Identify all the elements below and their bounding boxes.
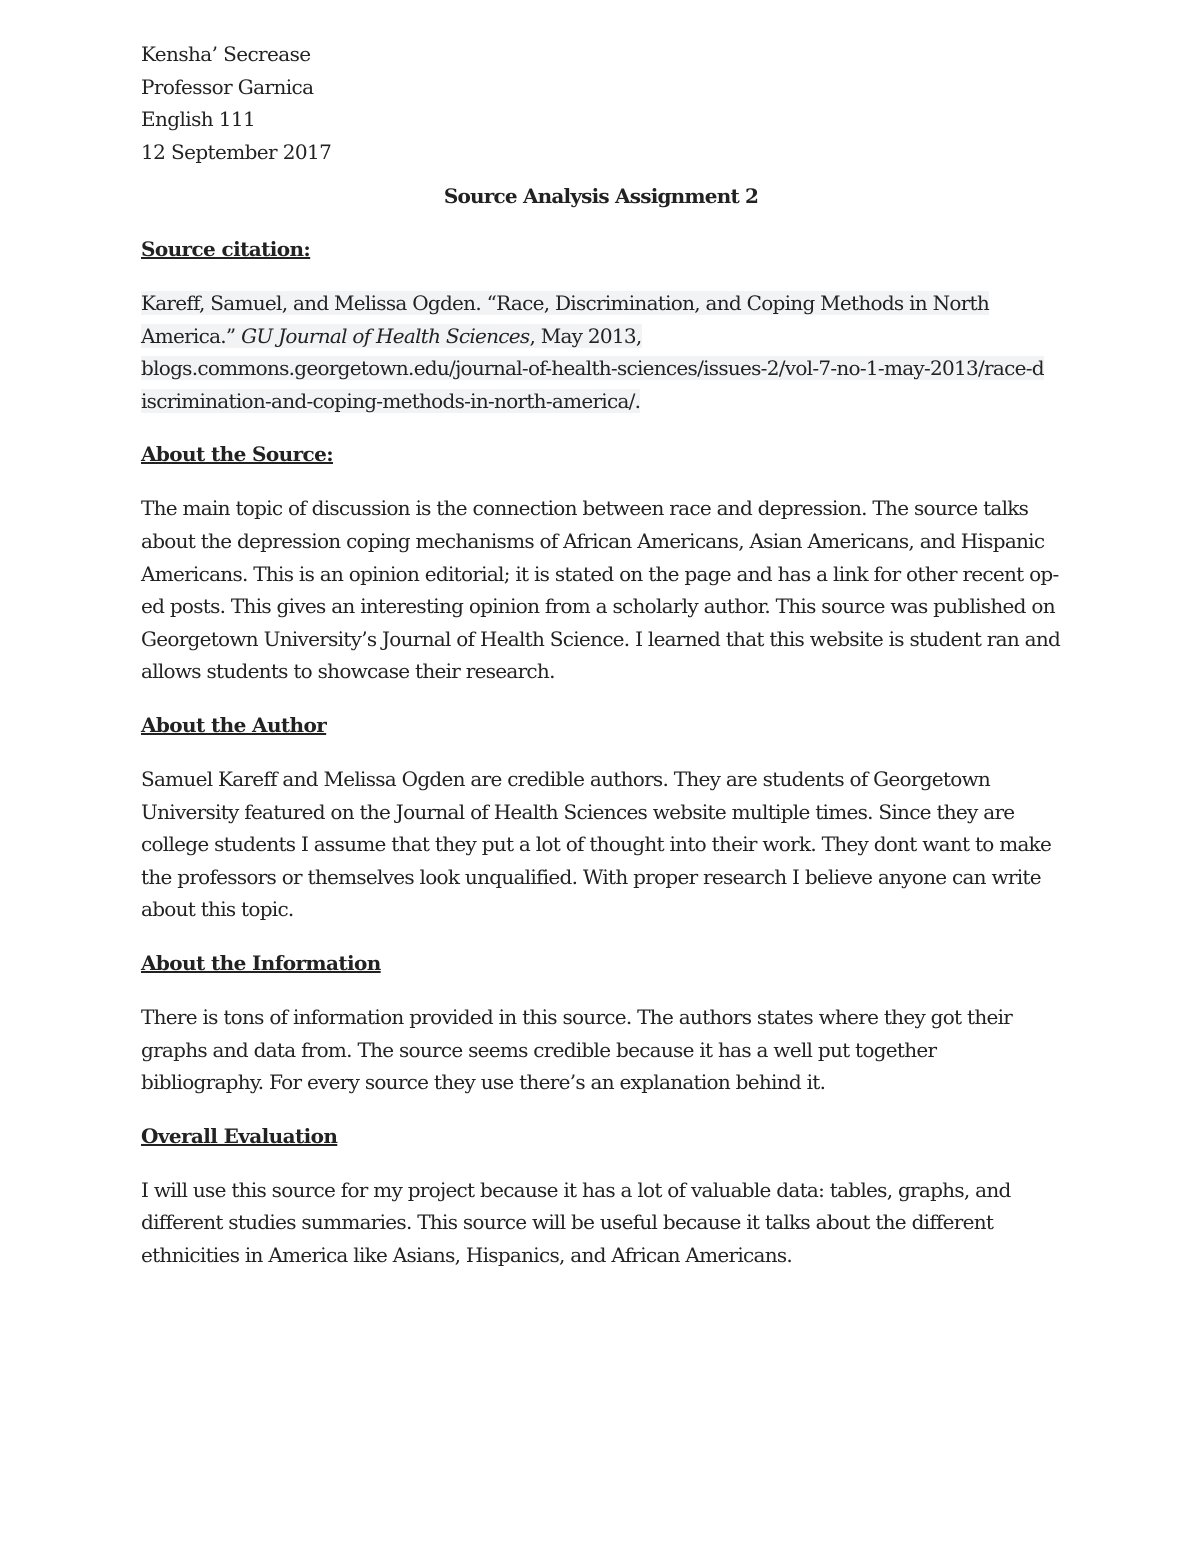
citation-url-line-1: blogs.commons.georgetown.edu/journal-of-health-sciences/issues-2/vol-7-no-1-may-2013/race-d bbox=[141, 356, 1044, 381]
source-citation-heading: Source citation: bbox=[141, 237, 311, 261]
overall-evaluation-heading: Overall Evaluation bbox=[141, 1123, 338, 1148]
overall-evaluation-paragraph: I will use this source for my project because it has a lot of valuable data: tables, graphs, and different studies summaries. This source will be useful because it talks about the different ethnicities in America like Asians, Hispanics, and African Americans. bbox=[141, 1177, 1011, 1267]
assignment-date: 12 September 2017 bbox=[141, 139, 332, 164]
citation-paragraph bbox=[141, 287, 1061, 417]
professor-name: Professor Garnica bbox=[141, 74, 314, 99]
header-block bbox=[141, 38, 1061, 168]
about-information-paragraph: There is tons of information provided in this source. The authors states where they got their graphs and data from. The source seems credible because it has a well put together bibliography. For every source they use there’s an explanation behind it. bbox=[141, 1004, 1013, 1095]
about-source-heading: About the Source: bbox=[141, 442, 333, 467]
student-name: Kensha’ Secrease bbox=[141, 42, 311, 66]
about-source-paragraph: The main topic of discussion is the connection between race and depression. The source talks about the depression coping mechanisms of African Americans, Asian Americans, and Hispanic Americans. This is an opinion editorial; it is stated on the page and has a link for other recent op-ed posts. This gives an interesting opinion from a scholarly author. This source was published on Georgetown University’s Journal of Health Science. I learned that this website is student ran and allows students to showcase their research. bbox=[141, 496, 1061, 684]
document-title: Source Analysis Assignment 2 bbox=[443, 184, 759, 208]
course-name: English 111 bbox=[141, 107, 256, 131]
journal-title: GU Journal of Health Sciences bbox=[241, 323, 530, 348]
document-page bbox=[141, 38, 1061, 1271]
citation-url-line-2: iscrimination-and-coping-methods-in-north-america/. bbox=[141, 388, 641, 413]
about-author-paragraph: Samuel Kareff and Melissa Ogden are credible authors. They are students of Georgetown University featured on the Journal of Health Sciences website multiple times. Since they are college students I assume that they put a lot of thought into their work. They dont want to make the professors or themselves look unqualified. With proper research I believe anyone can write about this topic. bbox=[141, 766, 1052, 922]
about-information-heading: About the Information bbox=[141, 950, 381, 975]
about-author-heading: About the Author bbox=[141, 712, 327, 737]
citation-text: Kareff, Samuel, and Melissa Ogden. “Race, Discrimination, and Coping Methods in North America.” GU Journal of Health Sciences, May 2013, blogs.commons.georgetown.edu/journal-of-health-sciences/issues-2/vol-7-no-1-may-2013/race-d iscrimination-and-coping-methods-in-north-america/. bbox=[141, 291, 1044, 413]
